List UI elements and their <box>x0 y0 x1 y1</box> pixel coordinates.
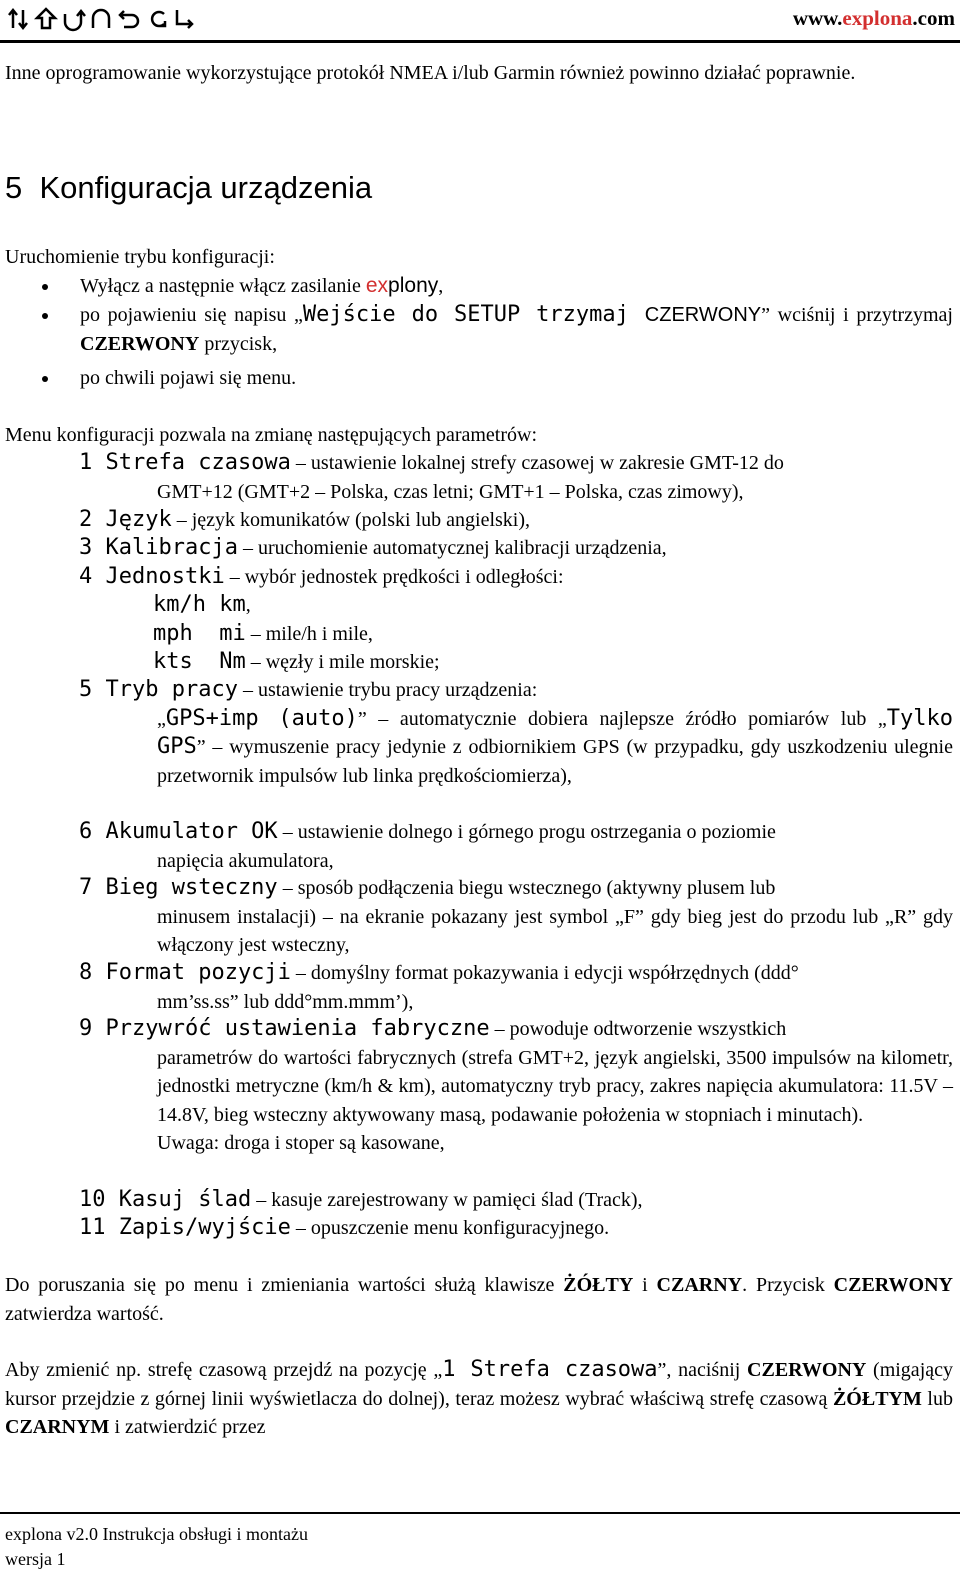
menu-item-3: 3 Kalibracja – uruchomienie automatycznej kalibracji urządzenia, <box>79 535 667 560</box>
unit-code: mph mi <box>153 621 246 646</box>
footer-title: explona v2.0 Instrukcja obsługi i montażu <box>5 1524 308 1544</box>
section-heading: Konfiguracja urządzenia <box>39 170 373 205</box>
setup-step-3: po chwili pojawi się menu. <box>80 367 297 389</box>
page-footer <box>5 1522 308 1572</box>
u-turn-icon <box>60 6 86 34</box>
menu-item-4: 4 Jednostki – wybór jednostek prędkości i odległości: <box>79 564 564 589</box>
setup-step-2: po pojawieniu się napisu „Wejście do SETUP trzymaj CZERWONY” wciśnij i przytrzymaj CZERWONY przycisk, <box>80 302 953 355</box>
menu-item-11: 11 Zapis/wyjście – opuszczenie menu konfiguracyjnego. <box>79 1215 610 1240</box>
button-name: CZERWONY <box>833 1274 953 1296</box>
corner-arrow-icon <box>172 6 198 34</box>
setup-step-1: Wyłącz a następnie włącz zasilanie explony, <box>80 274 444 297</box>
button-name: CZERWONY <box>747 1359 867 1381</box>
intro-paragraph: Inne oprogramowanie wykorzystujące protokół NMEA i/lub Garmin również powinno działać poprawnie. <box>5 62 856 84</box>
menu-code: 8 Format pozycji <box>79 960 291 985</box>
display-message: Wejście do SETUP trzymaj <box>302 302 645 327</box>
page-header <box>0 0 960 44</box>
bullet-dot <box>42 376 48 382</box>
unit-option-km: km/h km, <box>153 592 251 617</box>
button-name: ŻÓŁTY <box>563 1274 634 1296</box>
button-name: CZERWONY <box>80 332 200 355</box>
button-name: CZARNYM <box>5 1416 110 1438</box>
menu-lead: Menu konfiguracji pozwala na zmianę następujących parametrów: <box>5 424 538 446</box>
section-title <box>5 168 372 208</box>
navigation-paragraph: Do poruszania się po menu i zmieniania wartości służą klawisze ŻÓŁTY i CZARNY. Przycisk CZERWONY zatwierdza wartość. <box>5 1274 953 1325</box>
menu-code: 7 Bieg wsteczny <box>79 875 278 900</box>
bullet-dot <box>42 284 48 290</box>
menu-code: 1 Strefa czasowa <box>442 1357 658 1382</box>
unit-code: kts Nm <box>153 649 246 674</box>
loop-back-icon <box>116 6 142 34</box>
menu-item-8: 8 Format pozycji – domyślny format pokazywania i edycji współrzędnych (ddd° mm’ss.ss” lub ddd°mm.mmm’), <box>79 960 799 1013</box>
footer-rule <box>0 1512 960 1514</box>
unit-option-nm: kts Nm – węzły i mile morskie; <box>153 649 440 674</box>
unit-code: km/h km <box>153 592 246 617</box>
menu-item-10: 10 Kasuj ślad – kasuje zarejestrowany w pamięci ślad (Track), <box>79 1187 643 1212</box>
arch-icon <box>88 6 114 34</box>
mode-gps-only: Tylko GPS <box>157 705 953 759</box>
menu-item-6: 6 Akumulator OK – ustawienie dolnego i górnego progu ostrzegania o poziomie napięcia akumulatora, <box>79 819 776 872</box>
hook-arrow-icon <box>144 6 170 34</box>
header-icon-strip <box>6 6 198 34</box>
mode-auto: GPS+imp (auto) <box>165 705 358 731</box>
menu-code: 4 Jednostki <box>79 564 225 589</box>
brand-name: explona <box>842 6 913 30</box>
bullet-dot <box>42 313 48 319</box>
menu-code: 3 Kalibracja <box>79 535 238 560</box>
menu-code: 2 Język <box>79 507 172 532</box>
menu-item-7: 7 Bieg wsteczny – sposób podłączenia biegu wstecznego (aktywny plusem lub minusem instalacji) – na ekranie pokazany jest symbol „F” gdy bieg jest do przodu lub „R” gdy włączony jest wsteczny, <box>79 875 953 956</box>
arrows-updown-icon <box>6 6 32 34</box>
menu-code: 9 Przywróć ustawienia fabryczne <box>79 1016 490 1041</box>
header-rule <box>0 40 960 43</box>
setup-lead: Uruchomienie trybu konfiguracji: <box>5 246 275 268</box>
menu-code: 6 Akumulator OK <box>79 819 278 844</box>
example-paragraph: Aby zmienić np. strefę czasową przejdź na pozycję „1 Strefa czasowa”, naciśnij CZERWONY (migający kursor przejdzie z górnej linii wyświetlacza do dolnej), teraz możesz wybrać właściwą strefę czasową ŻÓŁTYM lub CZARNYM i zatwierdzić przez <box>5 1357 953 1438</box>
button-name: CZARNY <box>656 1274 743 1296</box>
brand-name: ex <box>365 274 389 297</box>
menu-code: 5 Tryb pracy <box>79 677 238 702</box>
shield-icon <box>34 6 58 34</box>
header-url: www.explona.com <box>792 6 955 30</box>
menu-code: 10 Kasuj ślad <box>79 1187 252 1212</box>
button-name: ŻÓŁTYM <box>832 1387 922 1410</box>
section-number: 5 <box>5 170 23 205</box>
menu-item-1: 1 Strefa czasowa – ustawienie lokalnej strefy czasowej w zakresie GMT-12 do GMT+12 (GMT+2 – Polska, czas letni; GMT+1 – Polska, czas zimowy), <box>79 450 784 503</box>
menu-item-2: 2 Język – język komunikatów (polski lub angielski), <box>79 507 530 532</box>
menu-item-9: 9 Przywróć ustawienia fabryczne – powoduje odtworzenie wszystkich parametrów do wartości fabrycznych (strefa GMT+2, język angielski, 3500 impulsów na kilometr, jednostki metryczne (km/h & km), automatyczny tryb pracy, zakres napięcia akumulatora: 11.5V – 14.8V, bieg wsteczny aktywowany masą, podawanie położenia w stopniach i minutach). Uwaga: droga i stoper są kasowane, <box>79 1015 953 1158</box>
menu-code: 11 Zapis/wyjście <box>79 1215 291 1240</box>
menu-code: 1 Strefa czasowa <box>79 450 291 475</box>
note: Uwaga: droga i stoper są kasowane, <box>157 1132 445 1154</box>
footer-version: wersja 1 <box>5 1549 66 1569</box>
menu-item-5: 5 Tryb pracy – ustawienie trybu pracy urządzenia: „GPS+imp (auto)” – automatycznie dobiera najlepsze źródło pomiarów lub „Tylko GPS” – wymuszenie pracy jedynie z odbiornikiem GPS (w przypadku, gdy uszkodzeniu ulegnie przetwornik impulsów lub linka prędkościomierza), <box>79 677 953 787</box>
unit-option-mi: mph mi – mile/h i mile, <box>153 621 373 646</box>
